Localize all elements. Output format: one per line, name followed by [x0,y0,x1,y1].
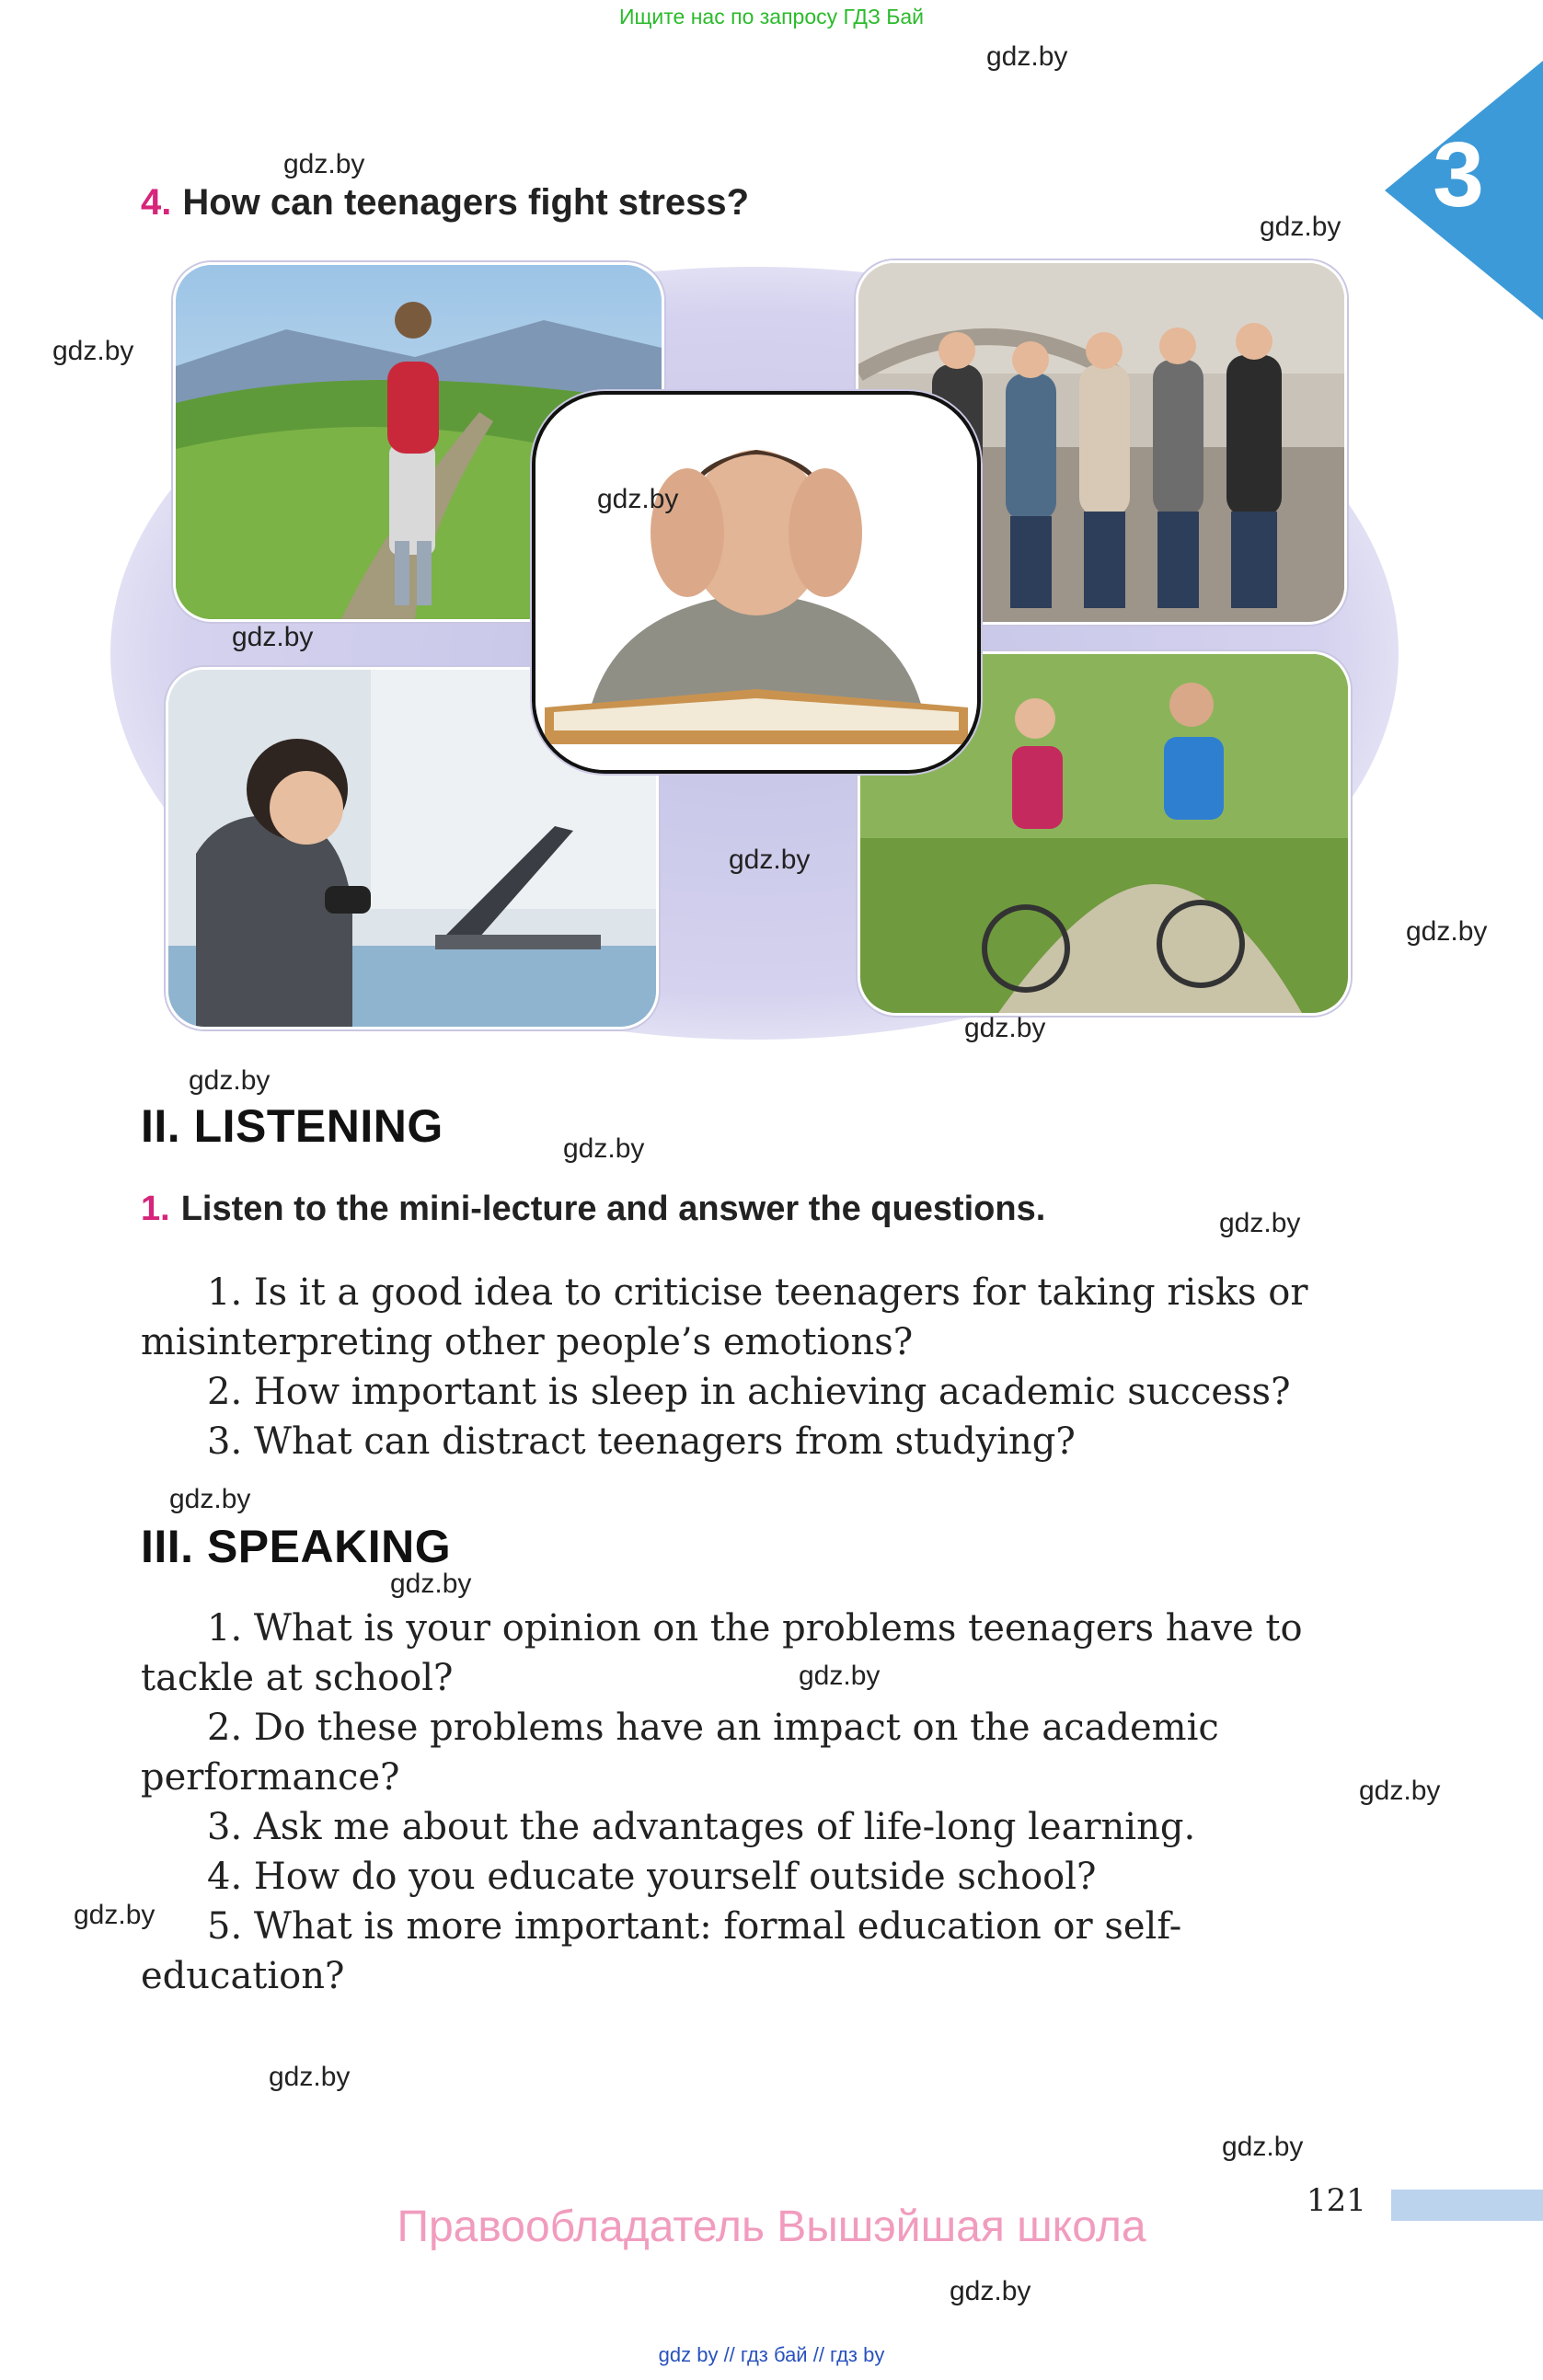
watermark: gdz.by [964,1013,1046,1043]
watermark: gdz.by [269,2062,351,2092]
speaking-question-4: 4. How do you educate yourself outside school? [207,1856,1097,1898]
listening-question-2: 2. How important is sleep in achieving academic success? [207,1371,1291,1413]
chapter-number: 3 [1433,123,1484,226]
listening-question-3: 3. What can distract teenagers from studying? [207,1420,1076,1463]
listening-task-number: 1. [141,1190,170,1228]
watermark: gdz.by [799,1661,881,1691]
speaking-question-5: 5. What is more important: formal education or self-education? [141,1905,1182,1997]
listening-questions [141,1268,1369,1466]
speaking-question-2: 2. Do these problems have an impact on the academic performance? [141,1707,1219,1799]
watermark: gdz.by [390,1569,472,1599]
watermark: gdz.by [1359,1776,1441,1806]
watermark: gdz.by [74,1900,155,1930]
speaking-heading: III. SPEAKING [141,1521,452,1572]
speaking-questions [141,1604,1369,2001]
watermark: gdz.by [597,484,679,514]
watermark: gdz.by [729,845,811,875]
watermark: gdz.by [232,622,314,652]
footer-links[interactable]: gdz by // гдз бай // гдз by [658,2343,885,2366]
watermark: gdz.by [169,1484,251,1514]
speaking-question-1: 1. What is your opinion on the problems teenagers have to tackle at school? [141,1607,1303,1699]
copyright-notice: Правообладатель Вышэйшая школа [397,2202,1146,2251]
task-4-question: How can teenagers fight stress? [182,182,750,223]
photo-stressed-teen [532,391,981,774]
task-4-title [141,182,749,224]
task-4-number: 4. [141,182,172,223]
search-hint-link[interactable]: Ищите нас по запросу ГДЗ Бай [618,5,925,29]
listening-heading: II. LISTENING [141,1100,443,1152]
watermark: gdz.by [950,2276,1031,2306]
listening-task-instruction: Listen to the mini-lecture and answer the questions. [180,1190,1046,1228]
watermark: gdz.by [283,149,365,179]
speaking-question-3: 3. Ask me about the advantages of life-long learning. [207,1806,1196,1848]
listening-task-title [141,1190,1045,1229]
watermark: gdz.by [52,336,134,366]
watermark: gdz.by [986,41,1068,72]
watermark: gdz.by [1260,212,1341,242]
watermark: gdz.by [563,1133,645,1164]
watermark: gdz.by [1222,2132,1304,2162]
page-number: 121 [1307,2182,1366,2219]
watermark: gdz.by [1406,916,1488,947]
watermark: gdz.by [1219,1208,1301,1238]
watermark: gdz.by [189,1065,271,1096]
listening-question-1: 1. Is it a good idea to criticise teenagers for taking risks or misinterpreting other people’s emotions? [141,1271,1308,1363]
